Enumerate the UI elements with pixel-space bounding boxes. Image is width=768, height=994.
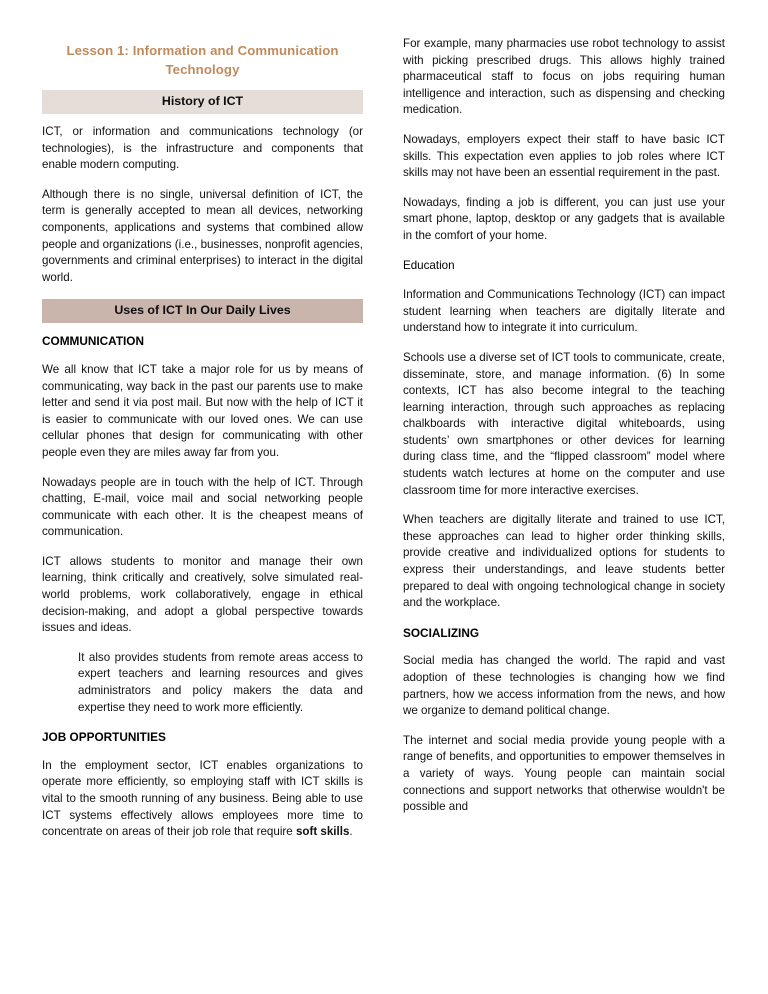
heading-socializing: SOCIALIZING (403, 625, 480, 640)
paragraph-when-teachers: When teachers are digitally literate and trained to use ICT, these approaches can lead to higher order thinking skills, provide creative and individualized options for students to express their understandings, and leave students better prepared to deal with ongoing technological change in society and the workplace. (403, 513, 725, 610)
paragraph-finding-a-job: Nowadays, finding a job is different, you can just use your smart phone, laptop, desktop or any gadgets that is available in the comfort of your home. (403, 195, 725, 242)
paragraph-employment-sector (42, 758, 363, 841)
paragraph-pharmacies: For example, many pharmacies use robot technology to assist with picking prescribed drugs. This allows highly trained pharmaceutical staff to focus on jobs requiring human intelligence and interaction, such as dispensing and checking medication. (403, 37, 725, 117)
paragraph-employers-expect: Nowadays, employers expect their staff to have basic ICT skills. This expectation even applies to job roles where ICT skills may not have been an essential requirement in the past. (403, 132, 725, 180)
paragraph-students-monitor: ICT allows students to monitor and manage their own learning, think critically and creatively, solve simulated real-world problems, work collaboratively, engage in ethical decision-making, and adopt a global perspective towards issues and ideas. (42, 554, 363, 635)
heading-job-opportunities: JOB OPPORTUNITIES (42, 730, 166, 745)
paragraph-no-single-definition: Although there is no single, universal definition of ICT, the term is generally accepted to mean all devices, networking components, applications and systems that combined allow people and organizations (i.e., businesses, nonprofit agencies, governments and criminal enterprises) to interact in the digital world. (42, 187, 363, 284)
heading-education: Education (403, 258, 455, 272)
section-banner-uses-of-ict: Uses of ICT In Our Daily Lives (42, 299, 363, 323)
soft-skills-emphasis: soft skills (295, 825, 350, 839)
two-column-layout (42, 36, 725, 841)
paragraph-schools-use: Schools use a diverse set of ICT tools to communicate, create, disseminate, store, and manage information. (6) In some contexts, ICT has also become integral to the teaching learning interaction, through such approaches as replacing chalkboards with interactive digital whiteboards, using students’ own smartphones or other devices for learning during class time, and the “flipped classroom” model where students watch lectures at home on the computer and use classroom time for more interactive exercises. (403, 350, 725, 497)
paragraph-social-media-changed: Social media has changed the world. The rapid and vast adoption of these technologies is changing how we find partners, how we access information from the news, and how we organize to demand political change. (403, 654, 725, 718)
right-column (403, 36, 725, 816)
paragraph-major-role: We all know that ICT take a major role for us by means of communicating, way back in the past our parents use to make letter and send it via post mail. But now with the help of ICT it is easier to communicate with our loved ones. We can use cellular phones that design for communicating with other people even they are miles away far from you. (42, 362, 363, 459)
page-title: Lesson 1: Information and Communication Technology (66, 43, 339, 77)
left-column (42, 36, 363, 841)
paragraph-internet-benefits: The internet and social media provide young people with a range of benefits, and opportunities to empower themselves in a variety of ways. Young people can maintain social connections and support networks that otherwise wouldn't be possible and (403, 733, 725, 814)
paragraph-ict-definition: ICT, or information and communications technology (or technologies), is the infrastructure and components that enable modern computing. (42, 125, 363, 172)
section-banner-history-of-ict: History of ICT (42, 90, 363, 114)
paragraph-employment-sector-period: . (349, 825, 353, 839)
paragraph-in-touch: Nowadays people are in touch with the help of ICT. Through chatting, E-mail, voice mail and social networking people communicate with each other. It is the cheapest means of communication. (42, 475, 363, 539)
paragraph-impact-student-learning: Information and Communications Technology (ICT) can impact student learning when teachers are digitally literate and understand how to integrate it into curriculum. (403, 288, 725, 335)
heading-communication: COMMUNICATION (42, 334, 145, 349)
paragraph-employment-sector-text: In the employment sector, ICT enables organizations to operate more efficiently, so employing staff with ICT skills is vital to the smooth running of any business. Being able to use ICT systems effectively allows employees more time to concentrate on areas of their job role that require (42, 758, 363, 839)
paragraph-remote-areas: It also provides students from remote areas access to expert teachers and learning resources and gives administrators and policy makers the data and expertise they need to work more efficiently. (78, 650, 363, 714)
